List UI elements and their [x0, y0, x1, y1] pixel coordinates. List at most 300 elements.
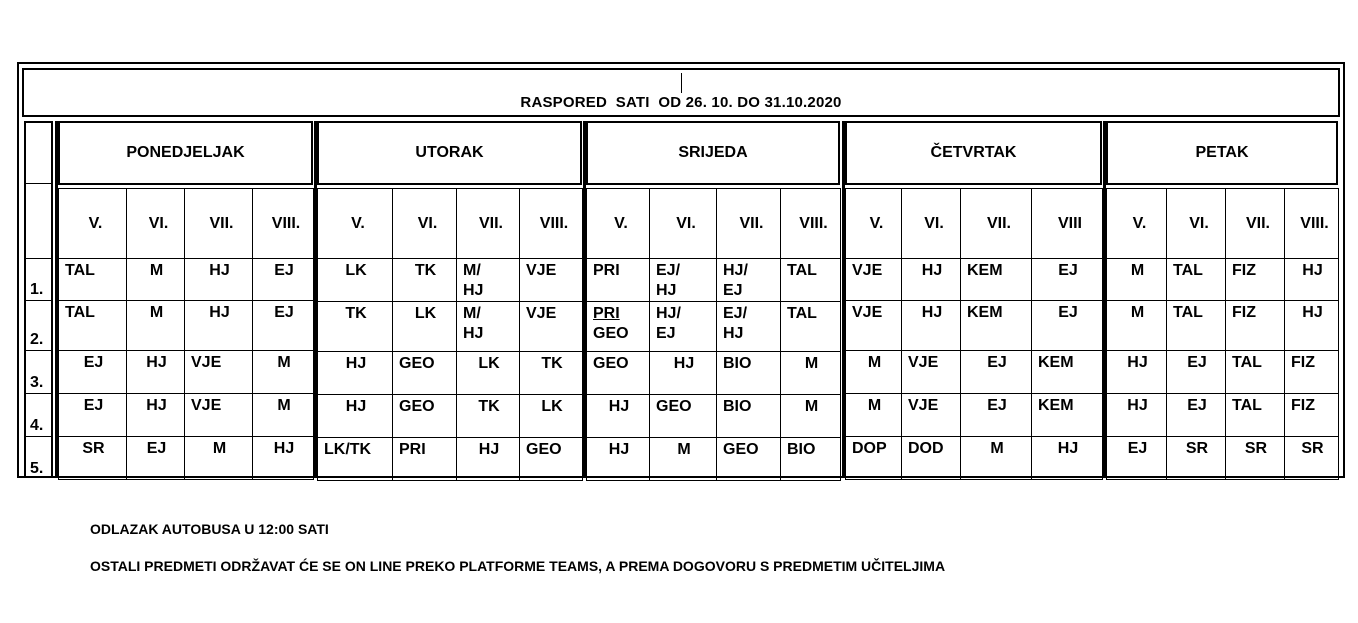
subject-line: TAL: [787, 305, 817, 322]
subject-line: HJ: [673, 355, 695, 372]
subject-cell: [253, 437, 314, 480]
subject-text: [318, 259, 392, 281]
day-header: ČETVRTAK: [845, 121, 1102, 185]
subject-cell: [1167, 259, 1226, 301]
subject-line: VJE: [526, 305, 557, 322]
subject-cell: [318, 438, 393, 481]
subject-line: EJ: [274, 262, 294, 279]
subject-line: EJ: [656, 325, 676, 342]
subject-line: HJ: [1127, 397, 1148, 414]
subject-line: FIZ: [1291, 397, 1315, 414]
subject-line: EJ/: [723, 305, 748, 322]
class-label: V.: [59, 189, 127, 259]
subject-line: BIO: [787, 441, 816, 458]
subject-cell: [1032, 394, 1103, 437]
subject-cell: [59, 259, 127, 301]
subject-cell: [318, 302, 393, 352]
subject-cell: [253, 351, 314, 394]
day-schedule-table: [58, 188, 314, 480]
period-row: [59, 301, 314, 351]
subject-cell: [520, 395, 583, 438]
subject-line: GEO: [526, 441, 562, 458]
subject-cell: [717, 438, 781, 481]
subject-line: BIO: [723, 355, 752, 372]
subject-text: [781, 438, 840, 460]
bus-departure-note: ODLAZAK AUTOBUSA U 12:00 SATI: [90, 521, 329, 537]
subject-cell: [318, 259, 393, 302]
subject-text: [1285, 394, 1338, 416]
subject-cell: [1285, 437, 1339, 480]
subject-line: KEM: [1038, 354, 1074, 371]
day-schedule-table: [586, 188, 841, 481]
subject-cell: [717, 352, 781, 395]
subject-text: [127, 394, 184, 416]
subject-line: EJ: [1127, 440, 1148, 457]
class-label: V.: [846, 189, 902, 259]
class-label: VIII.: [520, 189, 583, 259]
subject-text: [717, 352, 780, 374]
day-header: SRIJEDA: [586, 121, 840, 185]
subject-line: M: [1130, 262, 1145, 279]
class-label: VII.: [961, 189, 1032, 259]
period-row: [846, 437, 1103, 480]
subject-text: [253, 301, 313, 323]
subject-line: M: [867, 354, 882, 371]
subject-cell: [781, 302, 841, 352]
subject-line: M: [677, 441, 691, 458]
class-label: V.: [318, 189, 393, 259]
day-header: UTORAK: [317, 121, 582, 185]
subject-line: TAL: [1232, 354, 1262, 371]
class-label: VI.: [127, 189, 185, 259]
subject-text: [717, 395, 780, 417]
subject-line: HJ/: [723, 262, 748, 279]
subject-line: HJ: [146, 354, 167, 371]
subject-text: [961, 351, 1031, 373]
subject-cell: [1167, 394, 1226, 437]
subject-text: [846, 351, 901, 373]
subject-text: [1032, 394, 1102, 416]
subject-line: SR: [1244, 440, 1268, 457]
subject-line: VJE: [852, 304, 883, 321]
subject-line: GEO: [656, 398, 692, 415]
subject-line: HJ/: [656, 305, 681, 322]
subject-text: [457, 395, 519, 417]
subject-text: [650, 438, 716, 460]
period-divider: [24, 436, 53, 437]
subject-line: LK: [478, 355, 500, 372]
subject-text: [781, 302, 840, 324]
subject-line: HJ: [345, 398, 367, 415]
subject-line: BIO: [723, 398, 752, 415]
subject-cell: [650, 302, 717, 352]
subject-line: TK: [345, 305, 367, 322]
subject-cell: [457, 259, 520, 302]
subject-text: [1226, 394, 1284, 416]
subject-cell: [127, 301, 185, 351]
subject-line: HJ: [273, 440, 295, 457]
subject-text: [59, 351, 126, 373]
subject-text: [59, 301, 126, 323]
subject-line: KEM: [1038, 397, 1074, 414]
subject-text: [127, 259, 184, 281]
class-label: VIII.: [253, 189, 314, 259]
subject-cell: [318, 352, 393, 395]
subject-text: [650, 302, 716, 344]
period-row: [318, 259, 583, 302]
subject-text: [1032, 301, 1102, 323]
subject-line: M: [212, 440, 227, 457]
subject-text: [1285, 437, 1338, 459]
class-label: VIII.: [781, 189, 841, 259]
period-row: [59, 351, 314, 394]
subject-text: [393, 259, 456, 281]
subject-cell: [127, 437, 185, 480]
subject-cell: [59, 301, 127, 351]
schedule-title: RASPORED SATI OD 26. 10. DO 31.10.2020: [520, 94, 842, 111]
subject-line: LK: [541, 398, 563, 415]
day-schedule-table: [845, 188, 1103, 480]
subject-line: PRI: [399, 441, 426, 458]
subject-line: TAL: [1173, 262, 1203, 279]
subject-text: [185, 351, 252, 373]
subject-text: [59, 394, 126, 416]
period-row: [318, 302, 583, 352]
subject-cell: [1226, 301, 1285, 351]
subject-text: [902, 259, 960, 281]
subject-line: KEM: [967, 304, 1003, 321]
subject-cell: [393, 395, 457, 438]
subject-text: [1032, 437, 1102, 459]
period-row: [1107, 351, 1339, 394]
subject-line: PRI: [593, 262, 620, 279]
period-column-divider: [24, 183, 53, 184]
subject-cell: [1167, 437, 1226, 480]
class-label: VI.: [902, 189, 961, 259]
period-row: [318, 352, 583, 395]
period-row: [587, 352, 841, 395]
period-divider: [24, 393, 53, 394]
subject-cell: [902, 437, 961, 480]
class-label: VIII.: [1285, 189, 1339, 259]
subject-text: [1285, 259, 1338, 281]
class-label: VII.: [717, 189, 781, 259]
subject-cell: [717, 395, 781, 438]
subject-text: [1107, 259, 1166, 281]
subject-line: KEM: [967, 262, 1003, 279]
subject-text: [457, 438, 519, 460]
subject-cell: [253, 259, 314, 301]
subject-text: [781, 259, 840, 281]
subject-cell: [1285, 351, 1339, 394]
subject-cell: [253, 394, 314, 437]
period-row: [318, 395, 583, 438]
subject-cell: [127, 351, 185, 394]
subject-text: [393, 352, 456, 374]
subject-cell: [520, 352, 583, 395]
subject-cell: [587, 395, 650, 438]
subject-cell: [1107, 301, 1167, 351]
subject-text: [650, 395, 716, 417]
subject-line: M: [867, 397, 882, 414]
subject-line: EJ: [83, 397, 104, 414]
subject-cell: [1032, 437, 1103, 480]
period-divider: [24, 258, 53, 259]
subject-line: HJ: [921, 262, 943, 279]
subject-line: M/: [463, 262, 481, 279]
subject-line: HJ: [209, 262, 230, 279]
subject-text: [717, 302, 780, 344]
subject-text: [1226, 301, 1284, 323]
subject-text: [1167, 351, 1225, 373]
subject-line: EJ: [146, 440, 167, 457]
subject-cell: [393, 259, 457, 302]
period-row: [1107, 259, 1339, 301]
subject-cell: [1226, 259, 1285, 301]
subject-cell: [59, 394, 127, 437]
subject-text: [587, 352, 649, 374]
subject-text: [59, 437, 126, 459]
subject-line: TAL: [65, 304, 95, 321]
subject-text: [318, 395, 392, 417]
subject-text: [185, 259, 252, 281]
subject-line: TK: [478, 398, 500, 415]
subject-line: M: [149, 262, 164, 279]
subject-cell: [650, 438, 717, 481]
subject-cell: [1107, 259, 1167, 301]
class-header-row: [59, 189, 314, 259]
class-label: VIII: [1032, 189, 1103, 259]
subject-cell: [781, 395, 841, 438]
subject-cell: [650, 395, 717, 438]
subject-text: [1226, 437, 1284, 459]
subject-cell: [457, 352, 520, 395]
subject-cell: [902, 351, 961, 394]
class-label: V.: [1107, 189, 1167, 259]
subject-text: [961, 259, 1031, 281]
subject-text: [902, 301, 960, 323]
subject-line: M: [804, 355, 819, 372]
class-label: VII.: [185, 189, 253, 259]
subject-line: HJ: [1057, 440, 1079, 457]
period-number: 5.: [30, 460, 44, 477]
subject-text: [902, 351, 960, 373]
subject-text: [393, 302, 456, 324]
subject-cell: [961, 394, 1032, 437]
subject-line: VJE: [908, 354, 939, 371]
subject-text: [846, 437, 901, 459]
subject-cell: [717, 302, 781, 352]
period-row: [587, 259, 841, 302]
subject-cell: [1226, 351, 1285, 394]
period-row: [587, 438, 841, 481]
subject-cell: [457, 302, 520, 352]
day-schedule-table: [317, 188, 583, 481]
title-divider-mark: [681, 73, 682, 93]
subject-line: EJ: [1187, 397, 1207, 414]
subject-cell: [1107, 351, 1167, 394]
subject-line: TK: [414, 262, 437, 279]
subject-text: [961, 437, 1031, 459]
subject-cell: [127, 259, 185, 301]
subject-cell: [650, 352, 717, 395]
subject-line: VJE: [191, 354, 222, 371]
subject-cell: [846, 351, 902, 394]
subject-cell: [59, 437, 127, 480]
subject-cell: [185, 301, 253, 351]
subject-cell: [902, 394, 961, 437]
subject-text: [1107, 301, 1166, 323]
subject-text: [457, 352, 519, 374]
subject-line: GEO: [723, 441, 759, 458]
subject-cell: [59, 351, 127, 394]
subject-text: [253, 437, 313, 459]
subject-cell: [587, 438, 650, 481]
subject-line: SR: [82, 440, 105, 457]
subject-line: M/: [463, 305, 481, 322]
subject-text: [1285, 301, 1338, 323]
period-row: [846, 301, 1103, 351]
subject-text: [587, 438, 649, 460]
subject-text: [717, 259, 780, 301]
subject-text: [127, 301, 184, 323]
class-header-row: [587, 189, 841, 259]
subject-cell: [1032, 351, 1103, 394]
subject-cell: [961, 259, 1032, 301]
subject-text: [318, 438, 392, 460]
subject-cell: [781, 352, 841, 395]
class-label: VII.: [1226, 189, 1285, 259]
subject-cell: [1032, 259, 1103, 301]
subject-line: HJ: [463, 325, 484, 342]
subject-text: [781, 352, 840, 374]
class-label: V.: [587, 189, 650, 259]
subject-cell: [1285, 259, 1339, 301]
subject-line: EJ: [274, 304, 294, 321]
subject-text: [457, 259, 519, 301]
subject-text: [902, 394, 960, 416]
subject-cell: [961, 437, 1032, 480]
subject-cell: [1107, 394, 1167, 437]
subject-text: [318, 302, 392, 324]
subject-line: EJ/: [656, 262, 681, 279]
subject-text: [520, 395, 582, 417]
period-row: [318, 438, 583, 481]
subject-text: [650, 259, 716, 301]
subject-text: [253, 259, 313, 281]
subject-line: M: [990, 440, 1004, 457]
subject-line: EJ: [83, 354, 104, 371]
subject-cell: [185, 437, 253, 480]
subject-text: [1167, 394, 1225, 416]
subject-cell: [127, 394, 185, 437]
subject-line: GEO: [593, 325, 629, 342]
subject-cell: [846, 259, 902, 301]
subject-line: HJ: [1302, 304, 1323, 321]
subject-cell: [393, 438, 457, 481]
subject-cell: [457, 395, 520, 438]
subject-cell: [185, 394, 253, 437]
subject-cell: [1167, 301, 1226, 351]
period-row: [59, 437, 314, 480]
subject-text: [393, 438, 456, 460]
subject-text: [846, 259, 901, 281]
subject-cell: [1226, 394, 1285, 437]
subject-line: LK: [414, 305, 437, 322]
subject-cell: [253, 301, 314, 351]
day-header: PETAK: [1106, 121, 1338, 185]
subject-text: [520, 352, 582, 374]
subject-line: TAL: [1173, 304, 1203, 321]
period-divider: [24, 350, 53, 351]
subject-text: [520, 259, 582, 281]
subject-cell: [781, 259, 841, 302]
period-row: [846, 394, 1103, 437]
subject-text: [846, 394, 901, 416]
period-number: 2.: [30, 331, 44, 348]
subject-cell: [520, 302, 583, 352]
period-number: 4.: [30, 417, 44, 434]
subject-line: GEO: [593, 355, 629, 372]
subject-line: DOP: [852, 440, 887, 457]
subject-line: LK/TK: [324, 441, 372, 458]
subject-text: [1107, 351, 1166, 373]
subject-text: [457, 302, 519, 344]
period-row: [846, 351, 1103, 394]
subject-line: FIZ: [1232, 262, 1256, 279]
subject-line: TAL: [65, 262, 95, 279]
subject-text: [1107, 437, 1166, 459]
subject-line: M: [804, 398, 819, 415]
class-label: VI.: [1167, 189, 1226, 259]
subject-cell: [393, 352, 457, 395]
period-row: [59, 394, 314, 437]
period-number: 3.: [30, 374, 44, 391]
subject-cell: [587, 259, 650, 302]
subject-line: TK: [541, 355, 563, 372]
period-divider: [24, 300, 53, 301]
subject-text: [781, 395, 840, 417]
subject-line: HJ: [345, 355, 367, 372]
period-row: [587, 302, 841, 352]
subject-line: EJ: [1058, 262, 1078, 279]
subject-cell: [717, 259, 781, 302]
subject-cell: [587, 302, 650, 352]
subject-text: [59, 259, 126, 281]
subject-cell: [457, 438, 520, 481]
subject-line: HJ: [608, 398, 630, 415]
subject-text: [520, 438, 582, 460]
online-classes-note: OSTALI PREDMETI ODRŽAVAT ĆE SE ON LINE PREKO PLATFORME TEAMS, A PREMA DOGOVORU S PREDMETIM UČITELJIMA: [90, 558, 946, 574]
subject-text: [185, 394, 252, 416]
subject-cell: [961, 301, 1032, 351]
subject-cell: [185, 351, 253, 394]
subject-cell: [1285, 301, 1339, 351]
subject-line: EJ: [1187, 354, 1207, 371]
subject-line: HJ: [921, 304, 943, 321]
subject-line: HJ: [146, 397, 167, 414]
subject-line: TAL: [1232, 397, 1262, 414]
subject-text: [846, 301, 901, 323]
period-row: [1107, 301, 1339, 351]
subject-line: M: [277, 397, 291, 414]
period-number: 1.: [30, 281, 44, 298]
subject-text: [717, 438, 780, 460]
subject-line: HJ: [209, 304, 230, 321]
subject-text: [1167, 259, 1225, 281]
subject-line: HJ: [1127, 354, 1148, 371]
subject-line: PRI: [593, 305, 620, 322]
